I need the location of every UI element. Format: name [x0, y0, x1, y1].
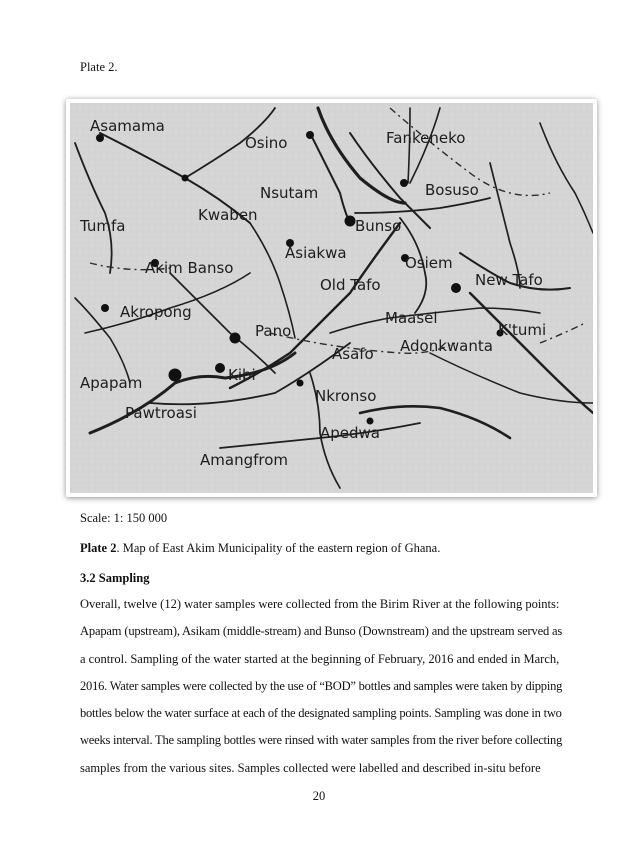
- caption-text: . Map of East Akim Municipality of the eastern region of Ghana.: [116, 541, 441, 555]
- body-line: Overall, twelve (12) water samples were collected from the Birim River at the following points:: [80, 597, 560, 611]
- caption-label: Plate 2: [80, 541, 117, 555]
- map-figure: [70, 103, 593, 493]
- map-scale: Scale: 1: 150 000: [80, 511, 168, 525]
- map-label-bosuso: Bosuso: [425, 181, 479, 199]
- body-line: weeks interval. The sampling bottles were rinsed with water samples from the river before collecting: [80, 733, 563, 748]
- map-label-old-tafo: Old Tafo: [320, 276, 381, 294]
- map-label-maasel: Maasel: [385, 309, 438, 327]
- map-label-new-tafo: New Tafo: [475, 271, 543, 289]
- body-line: samples from the various sites. Samples collected were labelled and described in-situ before: [80, 760, 541, 775]
- map-image: [66, 99, 597, 497]
- map-label-asafo: Asafo: [332, 345, 374, 363]
- body-paragraph: [80, 591, 562, 782]
- map-label-fankeneko: Fankeneko: [386, 129, 466, 147]
- figure-caption: [80, 541, 440, 556]
- map-label-nsutam: Nsutam: [260, 184, 319, 202]
- map-label-amangfrom: Amangfrom: [200, 451, 289, 469]
- map-label-kwaben: Kwaben: [198, 206, 258, 224]
- map-label-tumfa: Tumfa: [80, 217, 126, 235]
- map-label-apedwa: Apedwa: [320, 424, 380, 442]
- body-line: Apapam (upstream), Asikam (middle-stream) and Bunso (Downstream) and the upstream served as: [80, 624, 563, 639]
- map-label-pawtroasi: Pawtroasi: [125, 404, 197, 422]
- plate-label: Plate 2.: [80, 60, 118, 74]
- body-line: 2016. Water samples were collected by the use of “BOD” bottles and samples were taken by dipping: [80, 678, 563, 693]
- map-label-akropong: Akropong: [120, 303, 192, 321]
- map-label-asiakwa: Asiakwa: [285, 244, 347, 262]
- map-label-apapam: Apapam: [80, 374, 143, 392]
- map-label-ktumi: K'tumi: [498, 321, 547, 339]
- map-label-pano: Pano: [255, 322, 292, 340]
- section-heading: 3.2 Sampling: [80, 571, 150, 585]
- map-label-adonkwanta: Adonkwanta: [400, 337, 493, 355]
- body-line: a control. Sampling of the water started at the beginning of February, 2016 and ended in March,: [80, 651, 560, 666]
- map-label-kibi: Kibi: [228, 366, 256, 384]
- page-number: 20: [312, 789, 326, 803]
- body-line: bottles below the water surface at each of the designated sampling points. Sampling was done in two: [80, 706, 562, 721]
- map-label-osiem: Osiem: [405, 254, 453, 272]
- map-label-asamama: Asamama: [90, 117, 165, 135]
- map-label-akim-banso: Akim Banso: [145, 259, 234, 277]
- map-label-nkronso: Nkronso: [315, 387, 377, 405]
- map-label-bunso: Bunso: [355, 217, 402, 235]
- map-label-osino: Osino: [245, 134, 288, 152]
